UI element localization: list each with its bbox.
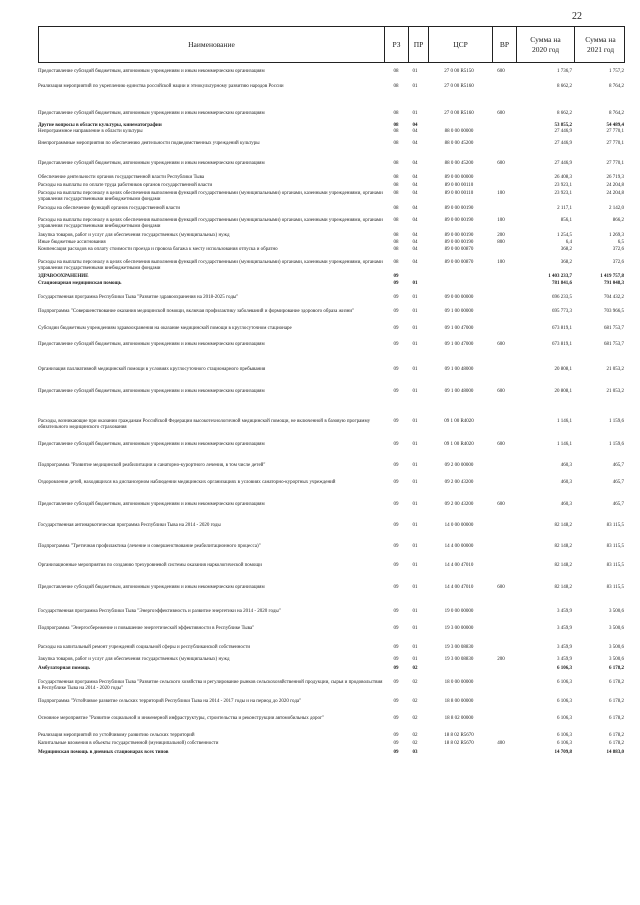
row-sum-2021: 6 178,2 — [609, 680, 624, 685]
row-name: Предоставление субсидий бюджетным, автономным учреждениям и иным некоммерческим организациям — [38, 502, 265, 507]
row-pr: 01 — [412, 544, 418, 549]
row-pr: 01 — [412, 111, 418, 116]
row-sum-2020: 6 106,3 — [557, 716, 572, 721]
row-sum-2021: 465,7 — [612, 502, 624, 507]
row-name: Государственная антинаркотическая программа Республики Тыва на 2014 - 2020 годы — [38, 523, 221, 528]
row-csr: 19 0 00 00000 — [444, 609, 474, 614]
row-sum-2020: 27 446,9 — [554, 129, 572, 134]
row-csr: 14 4 00 47010 — [444, 563, 474, 568]
row-name: Медицинская помощь в дневных стационарах всех типов — [38, 750, 169, 755]
row-sum-2020: 82 148,2 — [554, 563, 572, 568]
row-pr: 04 — [412, 129, 418, 134]
row-pr: 02 — [412, 666, 418, 671]
row-rz: 09 — [393, 741, 399, 746]
row-sum-2020: 27 446,9 — [554, 141, 572, 146]
row-rz: 09 — [393, 563, 399, 568]
row-vr: 400 — [497, 741, 505, 746]
row-vr: 100 — [497, 191, 505, 196]
row-csr: 89 0 00 00110 — [444, 191, 474, 196]
row-pr: 01 — [412, 645, 418, 650]
row-rz: 08 — [393, 233, 399, 238]
row-pr: 02 — [412, 716, 418, 721]
row-csr: 19 3 00 00000 — [444, 626, 474, 631]
row-rz: 08 — [393, 69, 399, 74]
row-rz: 08 — [393, 129, 399, 134]
row-name: Предоставление субсидий бюджетным, автономным учреждениям и иным некоммерческим организациям — [38, 442, 265, 447]
row-sum-2020: 1 736,7 — [557, 69, 572, 74]
row-name: Предоставление субсидий бюджетным, автономным учреждениям и иным некоммерческим организациям — [38, 585, 265, 590]
row-csr: 89 0 00 00000 — [444, 175, 474, 180]
row-pr: 01 — [412, 609, 418, 614]
row-pr: 04 — [412, 191, 418, 196]
row-csr: 19 3 00 08830 — [444, 645, 474, 650]
row-sum-2021: 704 432,2 — [604, 295, 624, 300]
row-sum-2020: 20 808,1 — [554, 367, 572, 372]
row-rz: 08 — [393, 218, 399, 223]
row-rz: 09 — [393, 309, 399, 314]
row-csr: 09 1 00 48000 — [444, 367, 474, 372]
row-pr: 01 — [412, 389, 418, 394]
row-pr: 04 — [412, 161, 418, 166]
row-rz: 09 — [393, 657, 399, 662]
row-csr: 88 0 00 45200 — [444, 141, 474, 146]
row-name: Амбулаторная помощь — [38, 666, 90, 671]
row-name: Расходы на выплаты персоналу в целях обеспечения выполнения функций государственными (муниципальными) органами, казенными учреждениями, органами управления государственными внебюджетными фондами — [38, 260, 383, 271]
row-sum-2021: 3 500,6 — [609, 626, 624, 631]
row-csr: 89 0 00 00190 — [444, 233, 474, 238]
row-sum-2020: 6 106,3 — [557, 666, 572, 671]
row-pr: 04 — [412, 247, 418, 252]
row-pr: 01 — [412, 657, 418, 662]
header-vr: ВР — [492, 27, 516, 62]
row-sum-2020: 6 106,3 — [557, 680, 572, 685]
row-rz: 09 — [393, 544, 399, 549]
row-rz: 09 — [393, 645, 399, 650]
row-sum-2021: 866,2 — [612, 218, 624, 223]
row-name: Реализация мероприятий по укреплению единства российской нации и этнокультурному развитию народов России — [38, 84, 284, 89]
row-name: ЗДРАВООХРАНЕНИЕ — [38, 274, 89, 279]
row-sum-2021: 54 489,4 — [606, 123, 624, 128]
row-rz: 09 — [393, 274, 399, 279]
row-rz: 09 — [393, 463, 399, 468]
row-pr: 02 — [412, 699, 418, 704]
page-number: 22 — [572, 11, 582, 22]
row-name: Предоставление субсидий бюджетным, автономным учреждениям и иным некоммерческим организациям — [38, 69, 265, 74]
row-pr: 04 — [412, 233, 418, 238]
row-csr: 09 1 00 00000 — [444, 309, 474, 314]
row-pr: 04 — [412, 175, 418, 180]
header-pr: ПР — [408, 27, 428, 62]
row-name: Предоставление субсидий бюджетным, автономным учреждениям и иным некоммерческим организациям — [38, 161, 265, 166]
row-rz: 09 — [393, 389, 399, 394]
row-sum-2020: 695 773,3 — [552, 309, 572, 314]
row-sum-2021: 372,6 — [612, 247, 624, 252]
row-rz: 09 — [393, 367, 399, 372]
row-sum-2021: 2 142,0 — [609, 206, 624, 211]
row-pr: 01 — [412, 326, 418, 331]
row-rz: 09 — [393, 295, 399, 300]
row-pr: 01 — [412, 342, 418, 347]
row-name: Организационные мероприятия по созданию трехуровневой системы оказания наркологической помощи — [38, 563, 262, 568]
row-name: Стационарная медицинская помощь — [38, 281, 122, 286]
row-sum-2021: 6 178,2 — [609, 733, 624, 738]
row-csr: 19 3 00 08830 — [444, 657, 474, 662]
row-sum-2021: 27 770,1 — [606, 129, 624, 134]
row-sum-2020: 673 819,1 — [552, 326, 572, 331]
row-name: Закупка товаров, работ и услуг для обеспечения государственных (муниципальных) нужд — [38, 233, 230, 238]
row-sum-2020: 26 408,3 — [554, 175, 572, 180]
row-name: Расходы на выплаты персоналу в целях обеспечения выполнения функций государственными (муниципальными) органами, казенными учреждениями, органами управления государственными внебюджетными фондами — [38, 218, 383, 229]
row-pr: 02 — [412, 680, 418, 685]
row-sum-2021: 1 757,2 — [609, 69, 624, 74]
row-rz: 09 — [393, 716, 399, 721]
row-csr: 09 1 00 R4020 — [444, 419, 474, 424]
row-sum-2021: 1 269,3 — [609, 233, 624, 238]
row-vr: 800 — [497, 240, 505, 245]
row-csr: 09 1 00 R4020 — [444, 442, 474, 447]
row-sum-2020: 460,3 — [560, 480, 572, 485]
row-rz: 09 — [393, 609, 399, 614]
row-csr: 27 0 00 R5160 — [444, 84, 474, 89]
row-rz: 08 — [393, 175, 399, 180]
row-name: Иные бюджетные ассигнования — [38, 240, 106, 245]
row-pr: 04 — [412, 183, 418, 188]
row-csr: 09 1 00 47000 — [444, 326, 474, 331]
row-vr: 100 — [497, 218, 505, 223]
row-sum-2021: 1 159,6 — [609, 419, 624, 424]
row-sum-2020: 6 106,3 — [557, 741, 572, 746]
row-sum-2020: 14 709,8 — [554, 750, 572, 755]
row-sum-2020: 82 148,2 — [554, 523, 572, 528]
row-rz: 09 — [393, 419, 399, 424]
row-vr: 200 — [497, 233, 505, 238]
row-sum-2020: 2 117,1 — [557, 206, 572, 211]
row-name: Расходы, возникающие при оказании гражданам Российской Федерации высокотехнологичной медицинской помощи, не включенной в базовую программу обязательного медицинского страхования — [38, 419, 371, 430]
row-sum-2020: 1 146,1 — [557, 442, 572, 447]
row-rz: 09 — [393, 342, 399, 347]
row-pr: 04 — [412, 141, 418, 146]
row-sum-2021: 83 115,5 — [606, 585, 624, 590]
row-name: Предоставление субсидий бюджетным, автономным учреждениям и иным некоммерческим организациям — [38, 111, 265, 116]
row-sum-2020: 856,1 — [560, 218, 572, 223]
header-sum-2021: Сумма на 2021 год — [574, 27, 626, 62]
row-csr: 09 2 00 43200 — [444, 480, 474, 485]
row-sum-2021: 1 419 757,8 — [600, 274, 624, 279]
row-sum-2021: 6 178,2 — [609, 716, 624, 721]
row-pr: 01 — [412, 419, 418, 424]
row-sum-2021: 465,7 — [612, 480, 624, 485]
row-vr: 600 — [497, 342, 505, 347]
row-sum-2020: 6 106,3 — [557, 699, 572, 704]
row-pr: 01 — [412, 585, 418, 590]
row-rz: 08 — [393, 240, 399, 245]
row-rz: 08 — [393, 84, 399, 89]
row-sum-2020: 27 446,9 — [554, 161, 572, 166]
row-name: Закупка товаров, работ и услуг для обеспечения государственных (муниципальных) нужд — [38, 657, 230, 662]
row-name: Непрограммное направление в области культуры — [38, 129, 143, 134]
row-name: Подпрограмма "Третичная профилактика (лечение и совершенствование реабилитационного процесса)" — [38, 544, 261, 549]
row-pr: 04 — [412, 260, 418, 265]
row-name: Компенсация расходов на оплату стоимости проезда и провоза багажа к месту использования отпуска и обратно — [38, 247, 278, 252]
row-pr: 04 — [412, 240, 418, 245]
row-vr: 600 — [497, 502, 505, 507]
row-name: Расходы на выплаты по оплате труда работников органов государственной власти — [38, 183, 213, 188]
row-sum-2021: 6 178,2 — [609, 666, 624, 671]
row-sum-2020: 673 819,1 — [552, 342, 572, 347]
row-rz: 09 — [393, 666, 399, 671]
row-sum-2021: 83 115,5 — [606, 563, 624, 568]
row-sum-2021: 8 764,2 — [609, 111, 624, 116]
row-sum-2020: 3 459,9 — [557, 609, 572, 614]
row-csr: 88 0 00 45200 — [444, 161, 474, 166]
row-rz: 09 — [393, 502, 399, 507]
row-sum-2021: 21 053,2 — [606, 367, 624, 372]
row-csr: 89 0 00 00110 — [444, 183, 474, 188]
row-pr: 01 — [412, 463, 418, 468]
row-sum-2020: 53 855,2 — [554, 123, 572, 128]
row-rz: 09 — [393, 680, 399, 685]
row-csr: 14 4 00 47010 — [444, 585, 474, 590]
row-name: Внепрограммные мероприятия по обеспечению деятельности подведомственных учреждений культуры — [38, 141, 260, 146]
row-name: Подпрограмма "Совершенствование оказания медицинской помощи, включая профилактику заболеваний и формирование здорового образа жизни" — [38, 309, 355, 314]
row-sum-2021: 3 500,6 — [609, 645, 624, 650]
row-csr: 89 0 00 00190 — [444, 206, 474, 211]
row-sum-2020: 460,3 — [560, 463, 572, 468]
row-csr: 14 0 00 00000 — [444, 523, 474, 528]
row-name: Капитальные вложения в объекты государственной (муниципальной) собственности — [38, 741, 219, 746]
row-csr: 09 2 00 00000 — [444, 463, 474, 468]
row-sum-2021: 681 753,7 — [604, 342, 624, 347]
row-sum-2020: 1 403 233,7 — [548, 274, 572, 279]
row-rz: 09 — [393, 585, 399, 590]
row-pr: 01 — [412, 626, 418, 631]
row-rz: 08 — [393, 123, 399, 128]
row-sum-2020: 82 148,2 — [554, 544, 572, 549]
row-pr: 04 — [412, 206, 418, 211]
row-pr: 03 — [412, 750, 418, 755]
row-rz: 09 — [393, 626, 399, 631]
row-sum-2021: 3 500,6 — [609, 609, 624, 614]
row-csr: 27 0 00 R5160 — [444, 111, 474, 116]
row-sum-2021: 6 178,2 — [609, 741, 624, 746]
row-csr: 18 0 00 00000 — [444, 680, 474, 685]
row-sum-2020: 23 923,1 — [554, 183, 572, 188]
row-name: Расходы на выплаты персоналу в целях обеспечения выполнения функций государственными (муниципальными) органами, казенными учреждениями, органами управления государственными внебюджетными фондами — [38, 191, 383, 202]
header-rz: РЗ — [384, 27, 408, 62]
row-vr: 600 — [497, 442, 505, 447]
row-sum-2020: 3 459,9 — [557, 657, 572, 662]
row-name: Субсидии бюджетным учреждениям здравоохранения на оказание медицинской помощи в круглосуточном стационаре — [38, 326, 292, 331]
row-pr: 01 — [412, 295, 418, 300]
row-csr: 14 4 00 00000 — [444, 544, 474, 549]
row-csr: 09 1 00 48000 — [444, 389, 474, 394]
row-rz: 08 — [393, 161, 399, 166]
row-name: Расходы на капитальный ремонт учреждений социальной сферы и республиканской собственности — [38, 645, 251, 650]
row-sum-2021: 8 764,2 — [609, 84, 624, 89]
row-rz: 09 — [393, 326, 399, 331]
row-pr: 01 — [412, 480, 418, 485]
row-sum-2021: 791 048,3 — [604, 281, 624, 286]
row-rz: 08 — [393, 206, 399, 211]
row-sum-2020: 1 254,5 — [557, 233, 572, 238]
row-sum-2021: 703 966,5 — [604, 309, 624, 314]
table-header — [38, 26, 625, 63]
row-rz: 08 — [393, 111, 399, 116]
row-pr: 01 — [412, 84, 418, 89]
row-csr: 89 0 00 00870 — [444, 260, 474, 265]
row-name: Подпрограмма "Энергосбережение и повышение энергетической эффективности в Республике Тыва" — [38, 626, 255, 631]
row-csr: 89 0 00 00190 — [444, 218, 474, 223]
row-vr: 600 — [497, 69, 505, 74]
row-rz: 09 — [393, 281, 399, 286]
row-sum-2020: 8 662,2 — [557, 111, 572, 116]
row-sum-2021: 27 770,1 — [606, 141, 624, 146]
row-name: Государственная программа Республики Тыва "Развитие сельского хозяйства и регулирование рынков сельскохозяйственной продукции, сырья и продовольствия в Республике Тыва на 2014 - 2020 годы" — [38, 680, 383, 691]
row-name: Расходы на обеспечение функций органов государственной власти — [38, 206, 181, 211]
row-pr: 01 — [412, 442, 418, 447]
row-rz: 09 — [393, 442, 399, 447]
row-rz: 08 — [393, 247, 399, 252]
row-name: Другие вопросы в области культуры, кинематографии — [38, 123, 162, 128]
row-sum-2020: 8 662,2 — [557, 84, 572, 89]
row-rz: 09 — [393, 699, 399, 704]
row-name: Реализация мероприятий по устойчивому развитию сельских территорий — [38, 733, 195, 738]
row-pr: 01 — [412, 502, 418, 507]
row-csr: 18 8 00 00000 — [444, 699, 474, 704]
row-vr: 600 — [497, 585, 505, 590]
row-sum-2021: 465,7 — [612, 463, 624, 468]
row-rz: 08 — [393, 260, 399, 265]
row-rz: 08 — [393, 191, 399, 196]
row-csr: 18 8 02 00000 — [444, 716, 474, 721]
row-csr: 89 0 00 00870 — [444, 247, 474, 252]
row-rz: 09 — [393, 523, 399, 528]
row-pr: 01 — [412, 523, 418, 528]
row-sum-2021: 21 053,2 — [606, 389, 624, 394]
row-csr: 09 1 00 47000 — [444, 342, 474, 347]
row-sum-2021: 372,6 — [612, 260, 624, 265]
row-pr: 01 — [412, 563, 418, 568]
row-sum-2021: 83 115,5 — [606, 523, 624, 528]
row-sum-2021: 1 159,6 — [609, 442, 624, 447]
row-sum-2020: 696 233,5 — [552, 295, 572, 300]
row-rz: 09 — [393, 750, 399, 755]
header-sum-2020: Сумма на 2020 год — [516, 27, 574, 62]
header-csr: ЦСР — [428, 27, 492, 62]
row-name: Предоставление субсидий бюджетным, автономным учреждениям и иным некоммерческим организациям — [38, 389, 265, 394]
row-sum-2020: 3 459,9 — [557, 645, 572, 650]
row-csr: 89 0 00 00190 — [444, 240, 474, 245]
row-sum-2021: 26 719,3 — [606, 175, 624, 180]
row-name: Государственная программа Республики Тыва "Энергоэффективность и развитие энергетики на 2014 - 2020 годы" — [38, 609, 281, 614]
row-vr: 600 — [497, 161, 505, 166]
row-vr: 600 — [497, 111, 505, 116]
row-sum-2020: 20 808,1 — [554, 389, 572, 394]
row-pr: 01 — [412, 367, 418, 372]
row-sum-2020: 23 923,1 — [554, 191, 572, 196]
row-pr: 02 — [412, 741, 418, 746]
row-sum-2021: 24 204,8 — [606, 183, 624, 188]
row-csr: 18 8 02 R5670 — [444, 733, 474, 738]
row-name: Государственная программа Республики Тыва "Развитие здравоохранения на 2018-2025 годы" — [38, 295, 239, 300]
row-name: Обеспечение деятельности органов государственной власти Республики Тыва — [38, 175, 205, 180]
row-csr: 09 0 00 00000 — [444, 295, 474, 300]
row-csr: 18 8 02 R5670 — [444, 741, 474, 746]
row-sum-2021: 27 770,1 — [606, 161, 624, 166]
row-pr: 04 — [412, 123, 418, 128]
row-name: Подпрограмма "Устойчивое развитие сельских территорий Республики Тыва на 2014 - 2017 годы и на период до 2020 года" — [38, 699, 302, 704]
row-sum-2020: 82 148,2 — [554, 585, 572, 590]
row-pr: 01 — [412, 281, 418, 286]
row-pr: 02 — [412, 733, 418, 738]
row-sum-2021: 83 115,5 — [606, 544, 624, 549]
header-name: Наименование — [188, 39, 235, 49]
row-sum-2021: 14 883,0 — [606, 750, 624, 755]
row-sum-2021: 6 178,2 — [609, 699, 624, 704]
row-pr: 01 — [412, 309, 418, 314]
row-sum-2021: 681 753,7 — [604, 326, 624, 331]
row-rz: 09 — [393, 480, 399, 485]
row-name: Предоставление субсидий бюджетным, автономным учреждениям и иным некоммерческим организациям — [38, 342, 265, 347]
row-sum-2020: 3 459,9 — [557, 626, 572, 631]
row-sum-2021: 6,5 — [617, 240, 624, 245]
row-sum-2021: 24 204,8 — [606, 191, 624, 196]
row-name: Организация паллиативной медицинской помощи в условиях круглосуточного стационарного пребывания — [38, 367, 266, 372]
row-sum-2021: 3 500,6 — [609, 657, 624, 662]
row-csr: 09 2 00 43200 — [444, 502, 474, 507]
row-sum-2020: 460,3 — [560, 502, 572, 507]
row-sum-2020: 368,2 — [560, 247, 572, 252]
row-rz: 08 — [393, 183, 399, 188]
row-rz: 09 — [393, 733, 399, 738]
row-sum-2020: 368,2 — [560, 260, 572, 265]
row-sum-2020: 6 106,3 — [557, 733, 572, 738]
row-csr: 88 0 00 00000 — [444, 129, 474, 134]
row-vr: 100 — [497, 260, 505, 265]
row-vr: 200 — [497, 657, 505, 662]
row-rz: 08 — [393, 141, 399, 146]
row-name: Оздоровление детей, находящихся на диспансерном наблюдении медицинских организациях в условиях санаторно-курортных учреждений — [38, 480, 336, 485]
row-sum-2020: 1 146,1 — [557, 419, 572, 424]
row-sum-2020: 781 841,6 — [552, 281, 572, 286]
row-pr: 04 — [412, 218, 418, 223]
row-name: Подпрограмма "Развитие медицинской реабилитации и санаторно-курортного лечения, в том числе детей" — [38, 463, 266, 468]
row-pr: 01 — [412, 69, 418, 74]
row-name: Основное мероприятие "Развитие социальной и инженерной инфраструктуры, строительства и реконструкции автомобильных дорог" — [38, 716, 325, 721]
row-vr: 600 — [497, 389, 505, 394]
row-sum-2020: 6,4 — [565, 240, 572, 245]
row-csr: 27 0 00 R5150 — [444, 69, 474, 74]
